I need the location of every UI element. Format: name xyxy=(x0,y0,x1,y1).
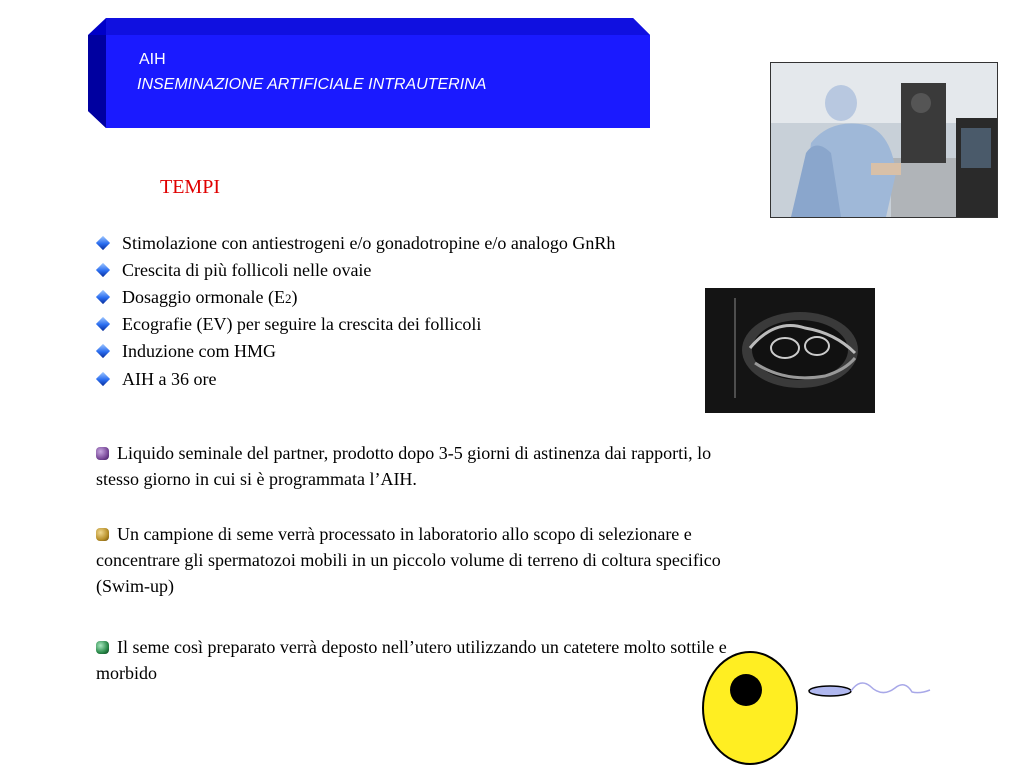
list-item: Ecografie (EV) per seguire la crescita dei follicoli xyxy=(96,311,481,338)
green-ball-icon xyxy=(96,641,109,654)
list-item: Induzione com HMG xyxy=(96,338,276,365)
title-banner xyxy=(88,18,650,128)
section-title: TEMPI xyxy=(160,176,220,198)
list-item: AIH a 36 ore xyxy=(96,366,216,393)
paragraph-processing: Un campione di seme verrà processato in laboratorio allo scopo di selezionare e concentrare gli spermatozoi mobili in un piccolo volume di terreno di coltura specifico (Swim-up) xyxy=(96,524,721,596)
diamond-bullet-icon xyxy=(96,317,110,331)
diamond-bullet-icon xyxy=(96,263,110,277)
diamond-bullet-icon xyxy=(96,344,110,358)
header-line2: INSEMINAZIONE ARTIFICIALE INTRAUTERINA xyxy=(137,76,487,93)
list-item: Crescita di più follicoli nelle ovaie xyxy=(96,257,371,284)
gold-ball-icon xyxy=(96,528,109,541)
ultrasound-image xyxy=(705,288,875,413)
list-item: Dosaggio ormonale (E2) xyxy=(96,284,297,311)
egg-sperm-illustration xyxy=(700,650,1024,768)
paragraph-semen: Liquido seminale del partner, prodotto dopo 3-5 giorni di astinenza dai rapporti, lo stesso giorno in cui si è programmata l’AIH. xyxy=(96,443,712,489)
diamond-bullet-icon xyxy=(96,236,110,250)
purple-ball-icon xyxy=(96,447,109,460)
list-item: Stimolazione con antiestrogeni e/o gonadotropine e/o analogo GnRh xyxy=(96,230,615,257)
paragraph-insemination: Il seme così preparato verrà deposto nell’utero utilizzando un catetere molto sottile e morbido xyxy=(96,637,727,683)
diamond-bullet-icon xyxy=(96,372,110,386)
diamond-bullet-icon xyxy=(96,290,110,304)
header-line1: AIH xyxy=(139,51,166,68)
lab-photo xyxy=(770,62,998,218)
